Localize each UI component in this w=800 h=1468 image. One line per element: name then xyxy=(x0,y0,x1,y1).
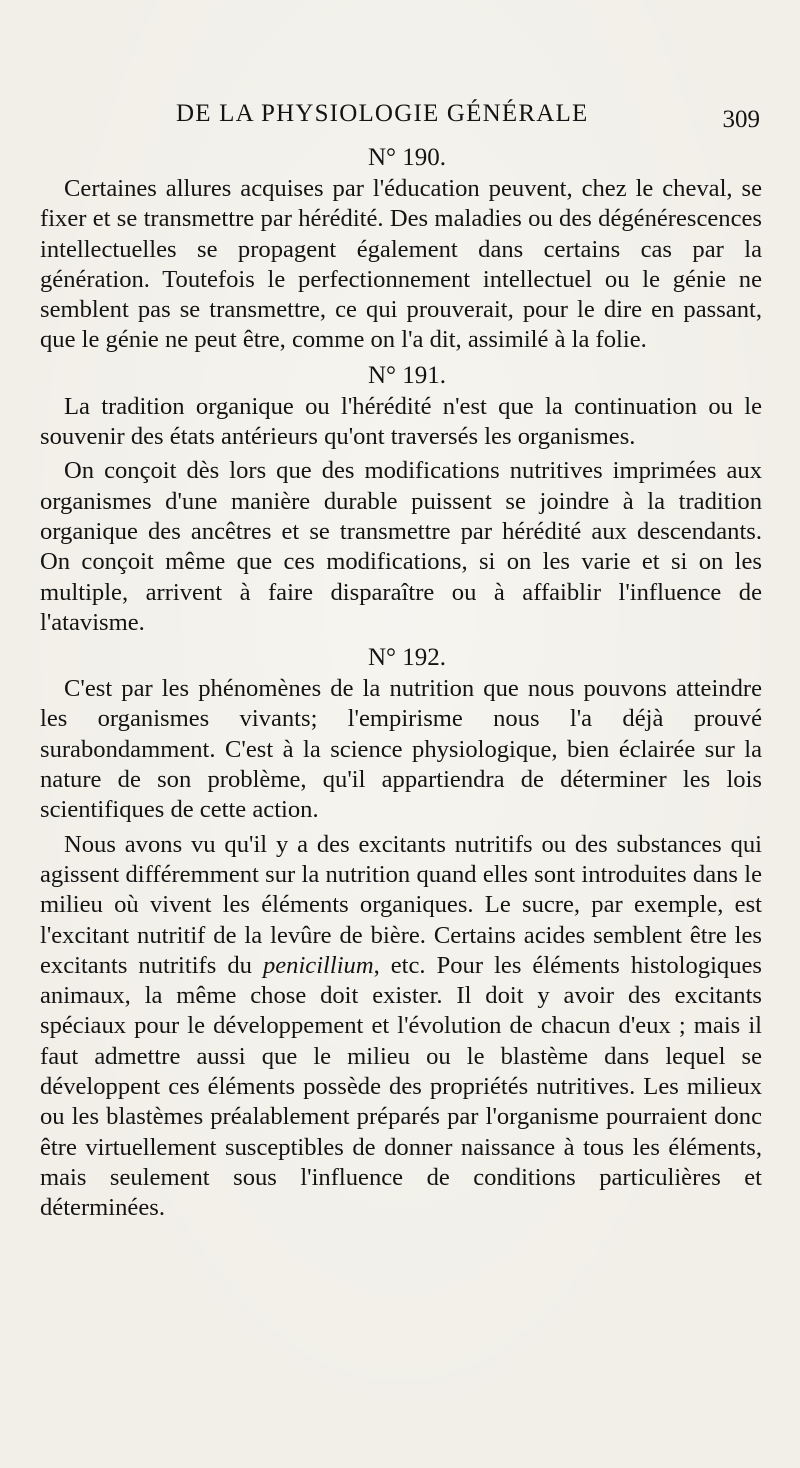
section-number-192: N° 192. xyxy=(367,644,447,672)
running-title: DE LA PHYSIOLOGIE GÉNÉRALE xyxy=(176,100,589,127)
italic-term: penicillium xyxy=(262,951,374,979)
paragraph: C'est par les phénomènes de la nutrition que nous pouvons atteindre les organismes vivants; l'empirisme nous l'a déjà prouvé surabondamment. C'est à la science physiologique, bien éclairée sur la nature de son problème, qu'il appartiendra de déterminer les lois scientifiques de cette action. xyxy=(40,675,762,824)
paragraph: Certaines allures acquises par l'éducation peuvent, chez le cheval, se fixer et se transmettre par hérédité. Des maladies ou des dégénérescences intellectuelles se propagent également dans certains cas par la génération. Toutefois le perfectionnement intellectuel ou le génie ne semblent pas se transmettre, ce qui prouverait, pour le dire en passant, que le génie ne peut être, comme on l'a dit, assimilé à la folie. xyxy=(40,175,762,354)
paragraph-text: , etc. Pour les éléments histologiques animaux, la même chose doit exister. Il doit y avoir des excitants spéciaux pour le développement et l'évolution de chacun d'eux ; mais il faut admettre aussi que le milieu ou le blastème dans lequel se développent ces éléments possède des propriétés nutritives. Les milieux ou les blastèmes préalablement préparés par l'organisme pourraient donc être virtuellement susceptibles de donner naissance à tous les éléments, mais seulement sous l'influence de conditions particulières et déterminées. xyxy=(40,951,762,1222)
running-head xyxy=(40,100,760,140)
section-number-190: N° 190. xyxy=(367,144,447,171)
body-text xyxy=(40,142,762,1224)
section-number-191: N° 191. xyxy=(367,361,447,389)
page-number: 309 xyxy=(722,106,760,133)
paragraph-with-italic xyxy=(40,830,762,1224)
paragraph-text: Nous avons vu qu'il y a des excitants nutritifs ou des substances qui agissent différemment sur la nutrition quand elles sont introduites dans le milieu où vivent les éléments organiques. Le sucre, par exemple, est l'excitant nutritif de la levûre de bière. Certains acides semblent être les excitants nutritifs du xyxy=(40,830,762,979)
paragraph: La tradition organique ou l'hérédité n'est que la continuation ou le souvenir des états antérieurs qu'ont traversés les organismes. xyxy=(40,392,762,451)
paragraph: On conçoit dès lors que des modifications nutritives imprimées aux organismes d'une manière durable puissent se joindre à la tradition organique des ancêtres et se transmettre par hérédité aux descendants. On conçoit même que ces modifications, si on les varie et si on les multiple, arrivent à faire disparaître ou à affaiblir l'influence de l'atavisme. xyxy=(40,457,762,636)
